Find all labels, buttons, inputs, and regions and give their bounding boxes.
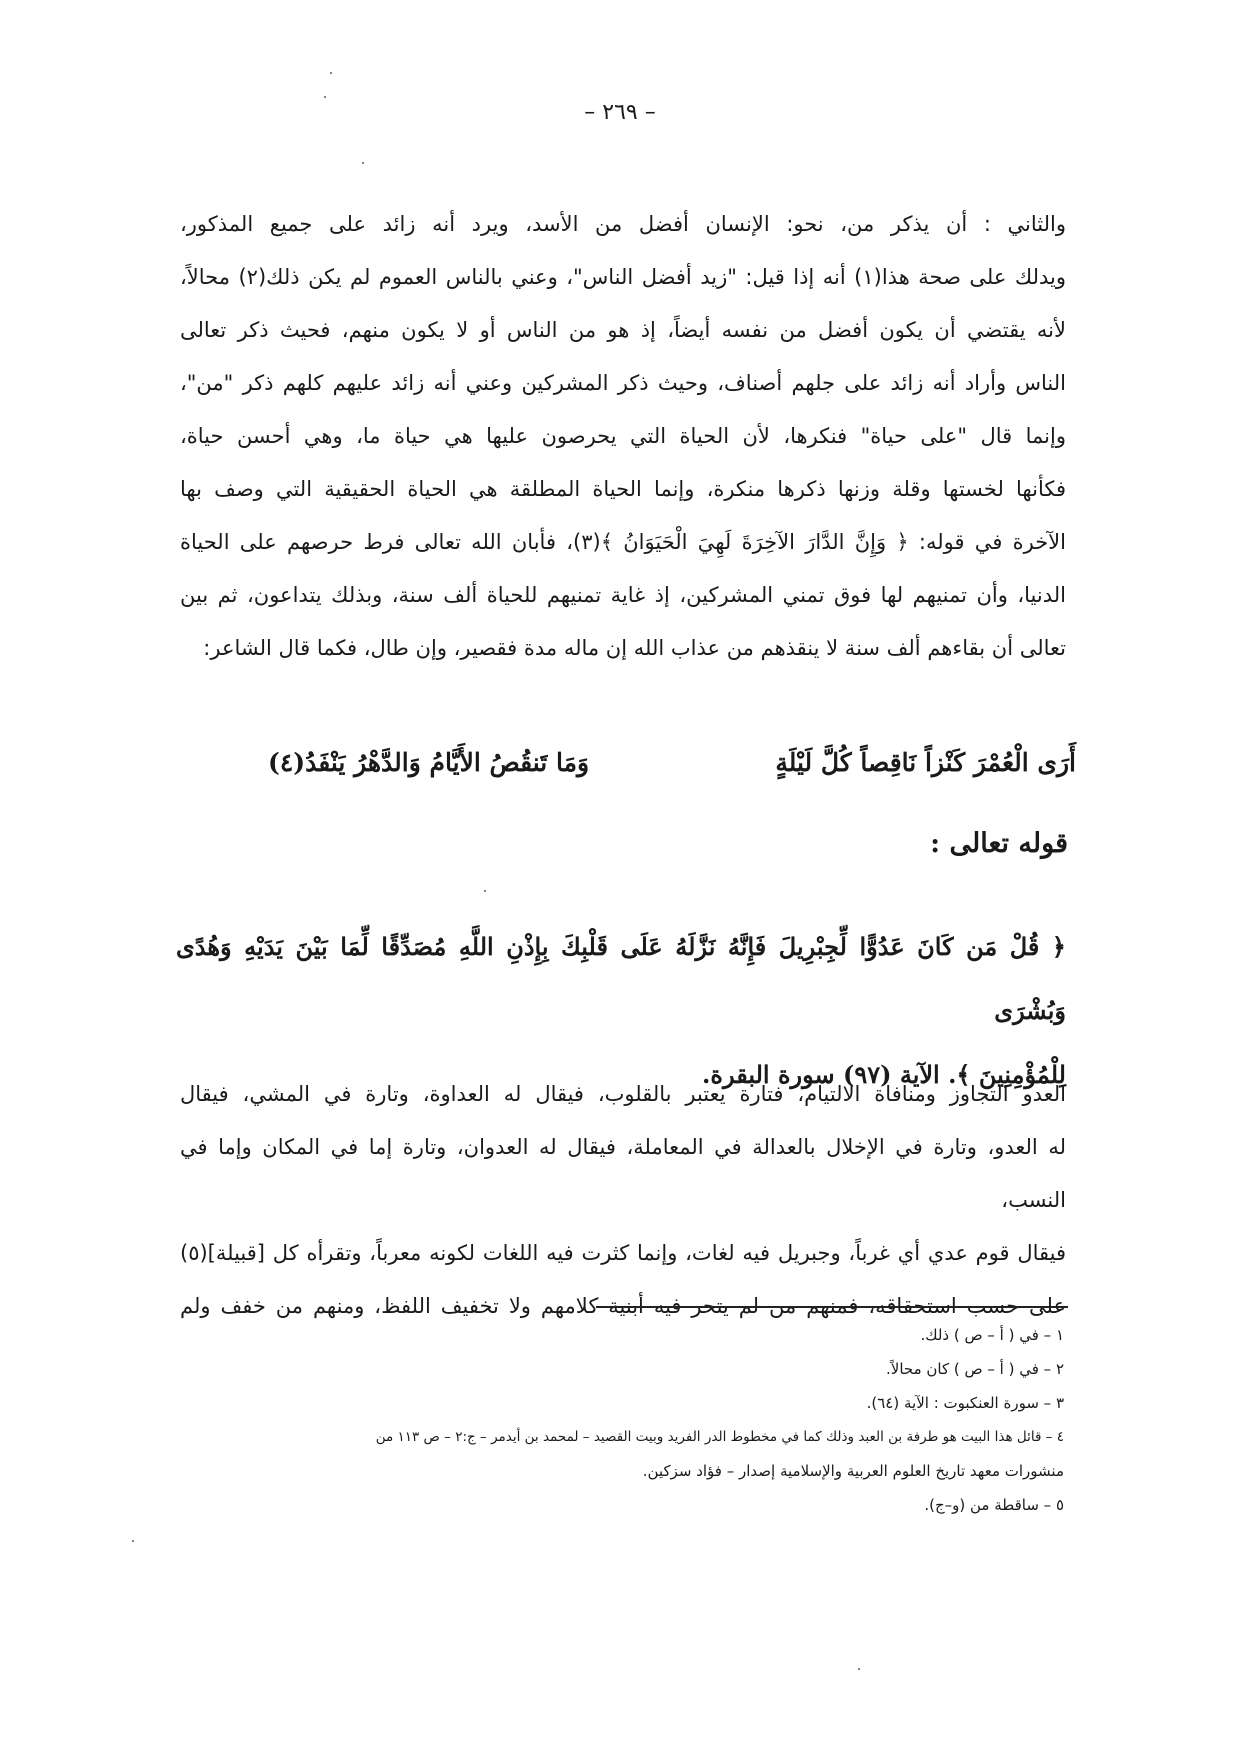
paragraph-2 — [180, 1068, 1066, 1333]
scan-speck — [362, 162, 364, 164]
text-line: والثاني : أن يذكر من، نحو: الإنسان أفضل من الأسد، ويرد أنه زائد على جميع المذكور، — [180, 212, 1066, 236]
text-line: على حسب استحقاقه، فمنهم من لم يتحر فيه أبنية كلامهم ولا تخفيف اللفظ، ومنهم من خفف ولم — [180, 1294, 1066, 1318]
verse-hemistich-1: أَرَى الْعُمْرَ كَنْزاً نَاقِصاً كُلَّ لَيْلَةٍ — [775, 748, 1076, 777]
text-line: الدنيا، وأن تمنيهم لها فوق تمني المشركين، إذ غاية تمنيهم للحياة ألف سنة، وبذلك يتداعون، ثم بين — [180, 583, 1066, 607]
scan-speck — [132, 1540, 134, 1542]
footnote-item: ٢ – في ( أ – ص ) كان محالاً. — [886, 1360, 1064, 1378]
text-line: تعالى أن بقاءهم ألف سنة لا ينقذهم من عذاب الله إن ماله مدة فقصير، وإن طال، فكما قال الشاعر: — [203, 636, 1066, 660]
footnotes — [164, 1318, 1064, 1522]
ayah-line: ﴿ قُلْ مَن كَانَ عَدُوًّا لِّجِبْرِيلَ فَإِنَّهُ نَزَّلَهُ عَلَى قَلْبِكَ بِإِذْنِ اللَّهِ مُصَدِّقًا لِّمَا بَيْنَ يَدَيْهِ وَهُدًى وَبُشْرَى — [176, 932, 1066, 1025]
text-line: العدو التجاوز ومنافاة الالتيام، فتارة يعتبر بالقلوب، فيقال له العداوة، وتارة في المشي، فيقال — [180, 1082, 1066, 1106]
footnote-item: ١ – في ( أ – ص ) ذلك. — [920, 1326, 1064, 1344]
footnote-item: ٤ – قائل هذا البيت هو طرفة بن العبد وذلك كما في مخطوط الدر الفريد وبيت القصيد – لمحمد بن أيدمر – ج:٢ – ص ١١٣ من — [375, 1429, 1064, 1445]
section-heading: قوله تعالى : — [930, 828, 1068, 859]
footnote-item: منشورات معهد تاريخ العلوم العربية والإسلامية إصدار – فؤاد سزكين. — [642, 1462, 1064, 1480]
page-number: – ٢٦٩ – — [584, 100, 656, 125]
scan-speck — [484, 890, 486, 892]
ayah-line: لِلْمُؤْمِنِينَ ﴾. الآية (٩٧) سورة البقرة. — [702, 1060, 1066, 1089]
text-line: فكأنها لخستها وقلة وزنها ذكرها منكرة، وإنما الحياة المطلقة هي الحياة الحقيقية التي وصف بها — [180, 477, 1066, 501]
scan-speck — [324, 96, 326, 98]
footnote-item: ٥ – ساقطة من (و–ج). — [924, 1496, 1064, 1514]
scan-speck — [330, 72, 332, 74]
text-line: وإنما قال "على حياة" فنكرها، لأن الحياة التي يحرصون عليها هي حياة ما، وهي أحسن حياة، — [180, 424, 1066, 448]
verse-hemistich-2: وَمَا تَنقُصُ الأَيَّامُ وَالدَّهْرُ يَنْفَدُ(٤) — [268, 748, 590, 777]
footnote-divider — [596, 1306, 1068, 1308]
text-line: الآخرة في قوله: ﴿ وَإِنَّ الدَّارَ الآخِرَةَ لَهِيَ الْحَيَوَانُ ﴾(٣)، فأبان الله تعالى فرط حرصهم على الحياة — [180, 530, 1066, 554]
text-line: ويدلك على صحة هذا(١) أنه إذا قيل: "زيد أفضل الناس"، وعني بالناس العموم لم يكن ذلك(٢) محالاً، — [180, 265, 1066, 289]
text-line: فيقال قوم عدي أي غرباً، وجبريل فيه لغات، وإنما كثرت فيه اللغات لكونه معرباً، وتقرأه كل [قبيلة](٥) — [180, 1241, 1066, 1265]
footnote-item: ٣ – سورة العنكبوت : الآية (٦٤). — [866, 1394, 1064, 1412]
paragraph-1 — [180, 198, 1066, 675]
text-line: له العدو، وتارة في الإخلال بالعدالة في المعاملة، فيقال له العدوان، وتارة إما في المكان وإما في النسب، — [180, 1135, 1066, 1212]
text-line: لأنه يقتضي أن يكون أفضل من نفسه أيضاً، إذ هو من الناس أو لا يكون منهم، فحيث ذكر تعالى — [180, 318, 1066, 342]
text-line: الناس وأراد أنه زائد على جلهم أصناف، وحيث ذكر المشركين وعني أنه زائد عليهم كلهم ذكر "من"، — [180, 371, 1066, 395]
poetry-verse — [268, 748, 1076, 777]
scan-speck — [858, 1668, 860, 1670]
